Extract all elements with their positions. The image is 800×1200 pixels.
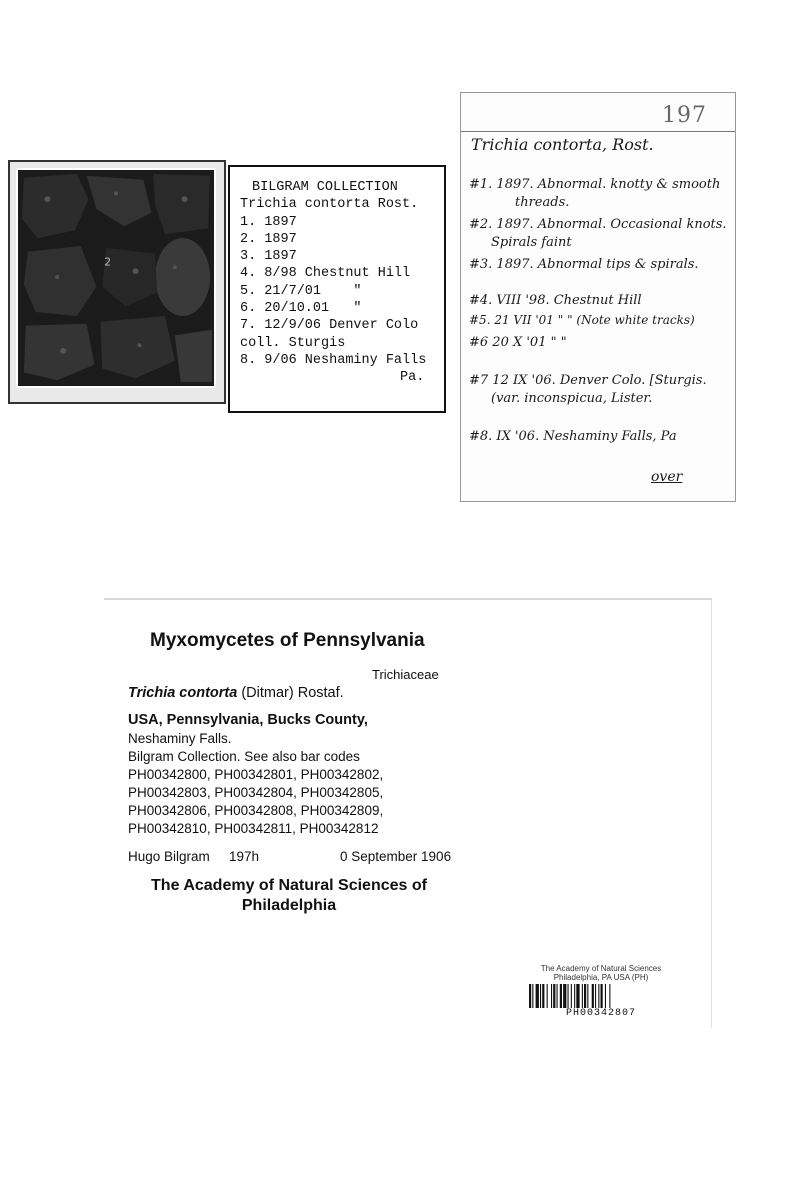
collection-label-line: coll. Sturgis	[240, 335, 346, 351]
collection-label-line: 1. 1897	[240, 214, 297, 230]
label-family: Trichiaceae	[372, 667, 439, 682]
card-note-line: #1. 1897. Abnormal. knotty & smooth	[469, 177, 721, 192]
collection-label-line: 7. 12/9/06 Denver Colo	[240, 318, 419, 334]
specimen-box	[8, 160, 226, 404]
label-note-line: PH00342806, PH00342808, PH00342809,	[128, 803, 384, 818]
label-institution-line: Philadelphia	[241, 897, 337, 914]
collection-label-species: Trichia contorta Rost.	[240, 197, 419, 213]
collection-label-line: Pa.	[400, 370, 425, 386]
card-note-line: #3. 1897. Abnormal tips & spirals.	[469, 257, 699, 272]
card-note-line: #2. 1897. Abnormal. Occasional knots.	[469, 217, 727, 232]
specimen-fragments-image	[18, 170, 214, 386]
collection-label-line: 3. 1897	[240, 249, 297, 265]
label-institution	[104, 876, 474, 916]
label-note-line: Bilgram Collection. See also bar codes	[128, 749, 360, 764]
collection-label-line: 2. 1897	[240, 231, 297, 247]
collection-label-line: 8. 9/06 Neshaminy Falls	[240, 352, 427, 368]
card-note-line: #4. VIII '98. Chestnut Hill	[469, 293, 642, 308]
collection-label-title: BILGRAM COLLECTION	[252, 180, 398, 195]
label-note-line: PH00342803, PH00342804, PH00342805,	[128, 785, 384, 800]
card-over-note: over	[651, 469, 683, 485]
herbarium-label	[104, 598, 712, 1028]
barcode-number: PH00342807	[565, 1008, 636, 1019]
barcode-image	[528, 984, 674, 1008]
card-note-line: threads.	[515, 195, 570, 210]
card-number: 197	[662, 103, 707, 128]
collection-label-line: 6. 20/10.01 "	[240, 301, 362, 317]
barcode-institution: The Academy of Natural Sciences	[540, 964, 662, 973]
card-title: Trichia contorta, Rost.	[471, 135, 654, 154]
card-note-line: #7 12 IX '06. Denver Colo. [Sturgis.	[469, 373, 707, 388]
label-species-author: (Ditmar) Rostaf.	[237, 685, 344, 701]
card-divider	[461, 131, 735, 132]
card-note-line: #6 20 X '01 " "	[469, 335, 567, 350]
card-note-line: (var. inconspicua, Lister.	[491, 391, 653, 406]
label-location: USA, Pennsylvania, Bucks County,	[128, 712, 368, 728]
label-species-name: Trichia contorta	[128, 685, 238, 701]
label-note-line: PH00342810, PH00342811, PH00342812	[128, 821, 379, 836]
specimen-material	[16, 168, 216, 388]
barcode-location: Philadelphia, PA USA (PH)	[553, 973, 649, 982]
card-note-line: Spirals faint	[491, 235, 572, 250]
collection-label-line: 4. 8/98 Chestnut Hill	[240, 266, 411, 282]
pencil-mark: 2	[104, 255, 112, 269]
label-species	[128, 685, 344, 701]
label-locality: Neshaminy Falls.	[128, 731, 232, 746]
label-title: Myxomycetes of Pennsylvania	[150, 630, 425, 651]
collection-label-line: 5. 21/7/01 "	[240, 283, 362, 299]
collection-label	[228, 165, 446, 413]
card-note-line: #5. 21 VII '01 " " (Note white tracks)	[469, 313, 695, 327]
label-institution-line: The Academy of Natural Sciences of	[151, 877, 427, 894]
barcode-block	[528, 964, 674, 1019]
label-collector-number: 197h	[229, 849, 260, 864]
label-date: 0 September 1906	[340, 849, 452, 864]
label-collector: Hugo Bilgram	[128, 849, 210, 864]
label-note-line: PH00342800, PH00342801, PH00342802,	[128, 767, 384, 782]
handwritten-card	[460, 92, 736, 502]
card-note-line: #8. IX '06. Neshaminy Falls, Pa	[469, 429, 677, 444]
